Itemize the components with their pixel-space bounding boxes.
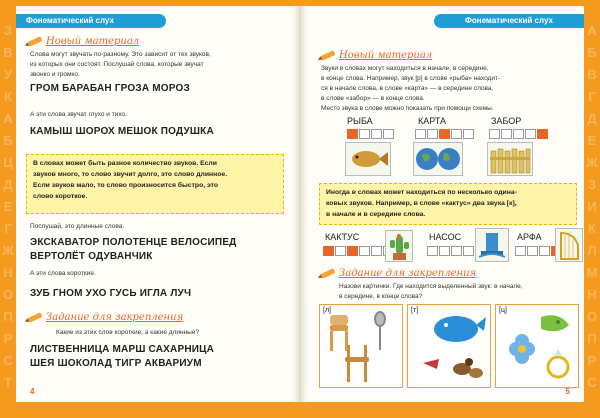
task-words-2: ШЕЯ ШОКОЛАД ТИГР АКВАРИУМ — [30, 358, 202, 369]
fence-icon — [488, 143, 532, 175]
edge-letter: Ж — [586, 155, 598, 170]
pump-icon — [476, 229, 508, 261]
intro-text: Слова могут звучать по-разному. Это зависит от тех звуков, из которых они состоят. Послушай слова, которые звучат звонко и громко. — [30, 51, 211, 78]
left-page — [16, 6, 291, 402]
edge-letter: Ц — [3, 155, 13, 170]
short-label: А эти слова короткие. — [30, 270, 96, 277]
edge-letter: С — [587, 375, 597, 390]
edge-letter: Б — [587, 45, 597, 60]
section-tab: Фонематический слух — [434, 14, 584, 28]
loud-words: ГРОМ БАРАБАН ГРОЗА МОРОЗ — [30, 83, 190, 94]
scheme-word-nasos: НАСОС — [429, 232, 462, 242]
edge-letter: Ж — [2, 243, 14, 258]
page-number: 5 — [565, 387, 570, 396]
rule-box: Иногда в словах может находиться по несколько одина- ковых звуков. Например, в слове «кактус» два звука [к], в начале и в середине слова. — [319, 183, 577, 225]
pencil-icon — [28, 36, 43, 46]
sound-tag: [т] — [411, 307, 419, 314]
edge-letter: П — [3, 309, 13, 324]
sound-scheme — [415, 129, 475, 139]
pencil-icon — [28, 312, 43, 322]
page-number: 4 — [30, 387, 35, 396]
long-label: Послушай, это длинные слова. — [30, 223, 125, 230]
sound-tag: [ц] — [499, 307, 507, 314]
new-material-heading: Новый материал — [28, 36, 139, 47]
edge-letter: Д — [3, 177, 13, 192]
chair-spoon-icon — [320, 305, 402, 387]
edge-letter: У — [3, 67, 13, 82]
edge-letter: С — [3, 353, 13, 368]
globe-icon — [414, 143, 462, 175]
edge-letter: Р — [3, 331, 13, 346]
cactus-picture — [385, 230, 413, 262]
scheme-word-ryba: РЫБА — [347, 116, 373, 126]
pump-picture — [475, 228, 509, 262]
short-words: ЗУБ ГНОМ УХО ГУСЬ ИГЛА ЛУЧ — [30, 288, 192, 299]
rule-box: В словах может быть разное количество звуков. Если звуков много, то слово звучит долго, это слово длинное. Если звуков мало, то слово произносится быстро, это слово короткое. — [26, 154, 284, 214]
quiet-label: А эти слова звучат глухо и тихо. — [30, 111, 127, 118]
edge-letter: П — [587, 331, 597, 346]
task-heading: Задание для закрепления — [321, 268, 476, 279]
edge-letter: Е — [587, 133, 597, 148]
edge-letter: Н — [587, 287, 597, 302]
scheme-word-arfa: АРФА — [517, 232, 542, 242]
task-box-l — [319, 304, 403, 388]
sound-scheme — [347, 129, 395, 139]
cactus-icon — [386, 231, 412, 261]
flower-ring-icon — [496, 305, 578, 387]
harp-picture — [555, 228, 583, 262]
edge-letters-right — [585, 20, 599, 400]
sound-tag: [л] — [323, 307, 331, 314]
long-words-2: ВЕРТОЛЁТ ОДУВАНЧИК — [30, 251, 153, 262]
scheme-word-karta: КАРТА — [418, 116, 447, 126]
right-page — [309, 6, 584, 402]
whale-ducks-icon — [408, 305, 490, 387]
section-tab: Фонематический слух — [16, 14, 166, 28]
edge-letter: Г — [588, 89, 596, 104]
task-box-t — [407, 304, 491, 388]
new-material-heading: Новый материал — [321, 50, 432, 61]
pencil-icon — [321, 50, 336, 60]
edge-letter: О — [2, 287, 14, 302]
map-picture — [413, 142, 463, 176]
book-spine — [291, 6, 309, 402]
edge-letter: Л — [587, 243, 597, 258]
scheme-word-zabor: ЗАБОР — [491, 116, 522, 126]
edge-letter: А — [587, 23, 597, 38]
edge-letter: З — [3, 23, 13, 38]
edge-letter: О — [586, 309, 598, 324]
task-heading: Задание для закрепления — [28, 312, 183, 323]
quiet-words: КАМЫШ ШОРОХ МЕШОК ПОДУШКА — [30, 126, 214, 137]
long-words-1: ЭКСКАВАТОР ПОЛОТЕНЦЕ ВЕЛОСИПЕД — [30, 237, 237, 248]
edge-letter: К — [588, 221, 596, 236]
edge-letter: В — [587, 67, 597, 82]
edge-letter: Б — [3, 133, 13, 148]
edge-letter: Д — [587, 111, 597, 126]
edge-letter: Т — [4, 375, 12, 390]
pencil-icon — [321, 268, 336, 278]
fish-icon — [346, 143, 390, 175]
edge-letter: Е — [3, 199, 13, 214]
harp-icon — [556, 229, 582, 261]
sound-scheme — [489, 129, 549, 139]
intro-text: Звуки в словах могут находиться в начале, в середине, в конце слова. Например, звук [р] в слове «рыба» находит- ся в начале слова, в слове «карта» — в середине слова, в слове «забор» — в конце слова. Место звука в слове можно показать при помощи схемы. — [321, 65, 501, 112]
task-question: Какие из этих слов короткие, а какие длинные? — [56, 329, 200, 336]
fish-picture — [345, 142, 391, 176]
edge-letter: М — [586, 265, 598, 280]
scheme-word-kaktus: КАКТУС — [325, 232, 360, 242]
edge-letter: Н — [3, 265, 13, 280]
edge-letter: А — [3, 111, 13, 126]
edge-letter: К — [4, 89, 12, 104]
task-box-ts — [495, 304, 579, 388]
task-words-1: ЛИСТВЕННИЦА МАРШ САХАРНИЦА — [30, 344, 215, 355]
edge-letter: Г — [4, 221, 12, 236]
edge-letter: Р — [587, 353, 597, 368]
edge-letter: В — [3, 45, 13, 60]
edge-letters-left — [1, 20, 15, 400]
fence-picture — [487, 142, 533, 176]
edge-letter: З — [587, 177, 597, 192]
edge-letter: И — [587, 199, 597, 214]
task-question: Назови картинки. Где находится выделенный звук: в начале, в середине, в конце слова? — [339, 283, 523, 300]
